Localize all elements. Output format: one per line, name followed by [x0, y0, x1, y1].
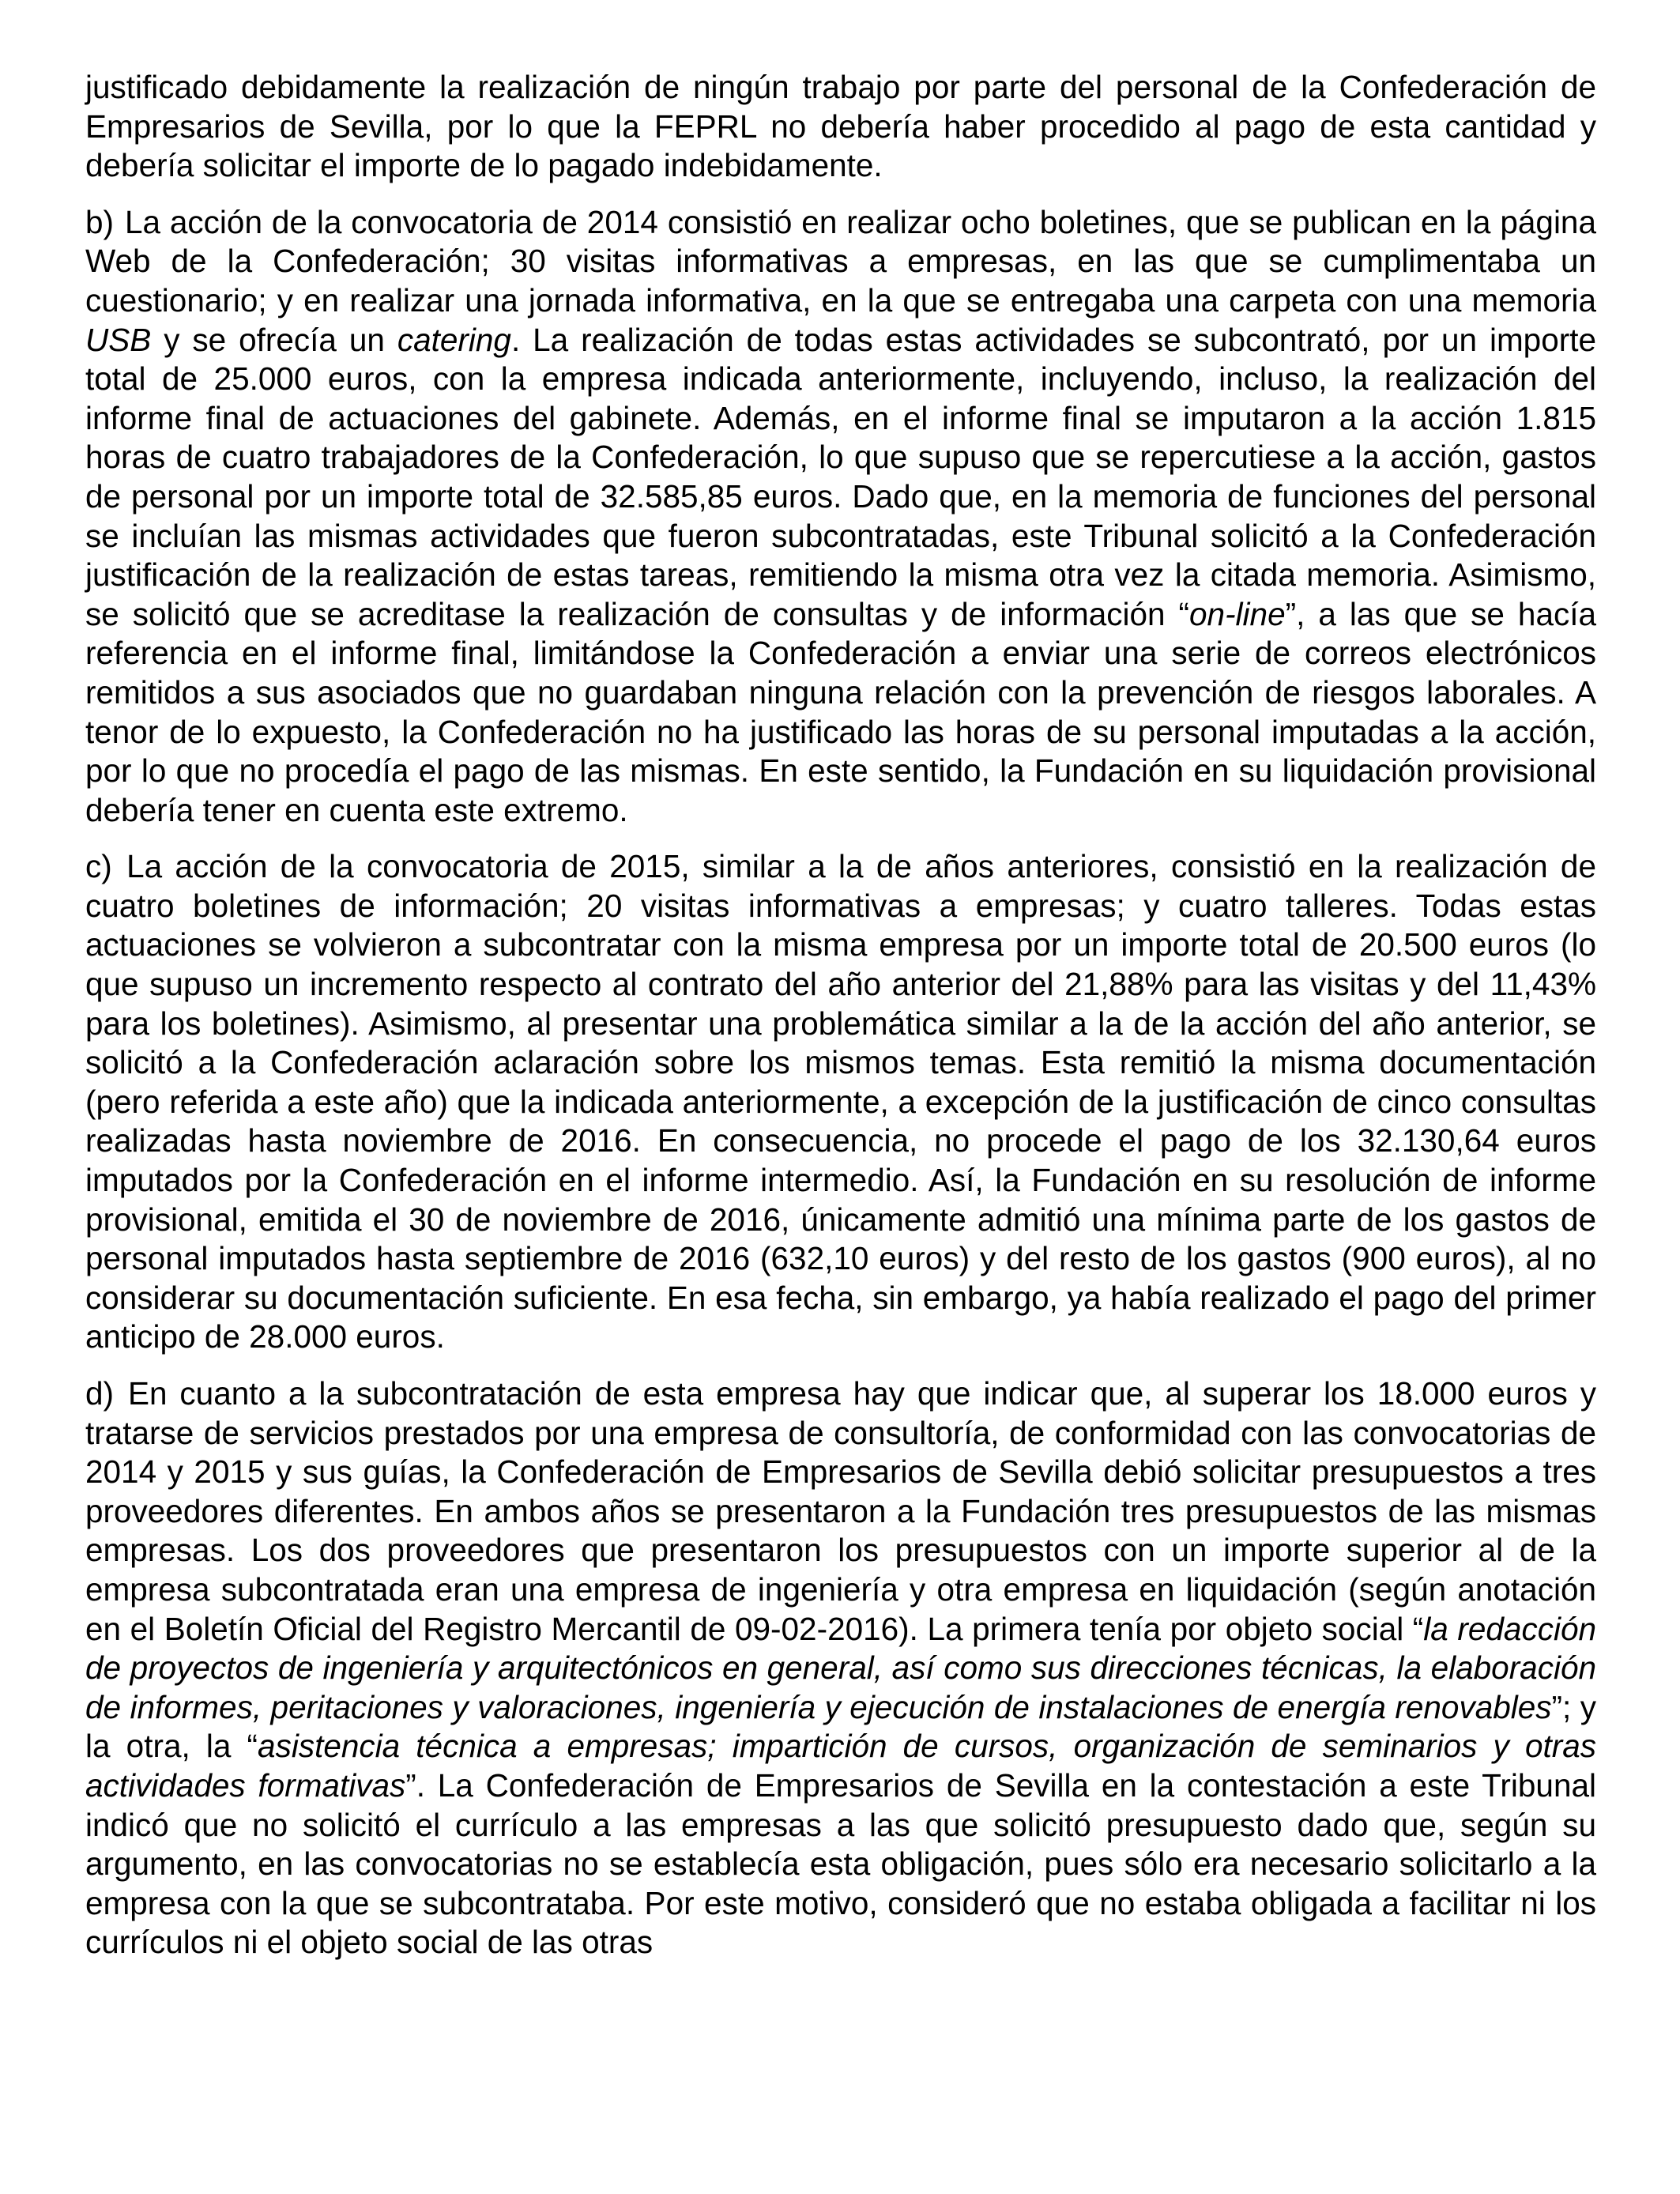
paragraph-label: c): [85, 848, 112, 885]
paragraph: [85, 847, 1596, 1357]
body-text: . La realización de todas estas actividades se subcontrató, por un importe total de 25.000 euros, con la empresa indicada anteriormente, incluyendo, incluso, la realización del informe final de actuaciones del gabinete. Además, en el informe final se imputaron a la acción 1.815 horas de cuatro trabajadores de la Confederación, lo que supuso que se repercutiese a la acción, gastos de personal por un importe total de 32.585,85 euros. Dado que, en la memoria de funciones del personal se incluían las mismas actividades que fueron subcontratadas, este Tribunal solicitó a la Confederación justificación de la realización de estas tareas, remitiendo la misma otra vez la citada memoria. Asimismo, se solicitó que se acreditase la realización de consultas y de información “: [85, 321, 1596, 632]
body-text: La acción de la convocatoria de 2014 consistió en realizar ocho boletines, que se publican en la página Web de la Confederación; 30 visitas informativas a empresas, en las que se cumplimentaba un cuestionario; y en realizar una jornada informativa, en la que se entregaba una carpeta con una memoria: [85, 203, 1596, 319]
body-text: y se ofrecía un: [151, 321, 397, 358]
body-text: La acción de la convocatoria de 2015, similar a la de años anteriores, consistió en la realización de cuatro boletines de información; 20 visitas informativas a empresas; y cuatro talleres. Todas estas actuaciones se volvieron a subcontratar con la misma empresa por un importe total de 20.500 euros (lo que supuso un incremento respecto al contrato del año anterior del 21,88% para las visitas y del 11,43% para los boletines). Asimismo, al presentar una problemática similar a la de la acción del año anterior, se solicitó a la Confederación aclaración sobre los mismos temas. Esta remitió la misma documentación (pero referida a este año) que la indicada anteriormente, a excepción de la justificación de cinco consultas realizadas hasta noviembre de 2016. En consecuencia, no procede el pago de los 32.130,64 euros imputados por la Confederación en el informe intermedio. Así, la Fundación en su resolución de informe provisional, emitida el 30 de noviembre de 2016, únicamente admitió una mínima parte de los gastos de personal imputados hasta septiembre de 2016 (632,10 euros) y del resto de los gastos (900 euros), al no considerar su documentación suficiente. En esa fecha, sin embargo, ya había realizado el pago del primer anticipo de 28.000 euros.: [85, 848, 1596, 1355]
body-text: En cuanto a la subcontratación de esta empresa hay que indicar que, al superar los 18.000 euros y tratarse de servicios prestados por una empresa de consultoría, de conformidad con las convocatorias de 2014 y 2015 y sus guías, la Confederación de Empresarios de Sevilla debió solicitar presupuestos a tres proveedores diferentes. En ambos años se presentaron a la Fundación tres presupuestos de las mismas empresas. Los dos proveedores que presentaron los presupuestos con un importe superior al de la empresa subcontratada eran una empresa de ingeniería y otra empresa en liquidación (según anotación en el Boletín Oficial del Registro Mercantil de 09-02-2016). La primera tenía por objeto social “: [85, 1375, 1596, 1647]
italic-text: catering: [397, 321, 511, 358]
italic-text: USB: [85, 321, 152, 358]
body-text: ”, a las que se hacía referencia en el informe final, limitándose la Confederación a enviar una serie de correos electrónicos remitidos a sus asociados que no guardaban ninguna relación con la prevención de riesgos laborales. A tenor de lo expuesto, la Confederación no ha justificado las horas de su personal imputadas a la acción, por lo que no procedía el pago de las mismas. En este sentido, la Fundación en su liquidación provisional debería tener en cuenta este extremo.: [85, 595, 1596, 828]
italic-text: la redacción de proyectos de ingeniería y arquitectónicos en general, así como sus direcciones técnicas, la elaboración de informes, peritaciones y valoraciones, ingeniería y ejecución de instalaciones de energía renovables: [85, 1610, 1596, 1725]
paragraph: [85, 1374, 1596, 1962]
body-text: ”; y la otra, la “: [85, 1688, 1596, 1765]
paragraph: [85, 68, 1596, 186]
document-page: [85, 68, 1596, 1980]
body-text: ”. La Confederación de Empresarios de Sevilla en la contestación a este Tribunal indicó que no solicitó el currículo a las empresas a las que solicitó presupuesto dado que, según su argumento, en las convocatorias no se establecía esta obligación, pues sólo era necesario solicitarlo a la empresa con la que se subcontrataba. Por este motivo, consideró que no estaba obligada a facilitar ni los currículos ni el objeto social de las otras: [85, 1766, 1596, 1961]
italic-text: on-line: [1189, 595, 1286, 632]
paragraph: [85, 203, 1596, 831]
paragraph-label: b): [85, 203, 115, 240]
italic-text: asistencia técnica a empresas; impartición de cursos, organización de seminarios y otras actividades formativas: [85, 1728, 1596, 1804]
paragraph-label: d): [85, 1375, 115, 1412]
body-text: justificado debidamente la realización de ningún trabajo por parte del personal de la Confederación de Empresarios de Sevilla, por lo que la FEPRL no debería haber procedido al pago de esta cantidad y debería solicitar el importe de lo pagado indebidamente.: [85, 69, 1596, 184]
